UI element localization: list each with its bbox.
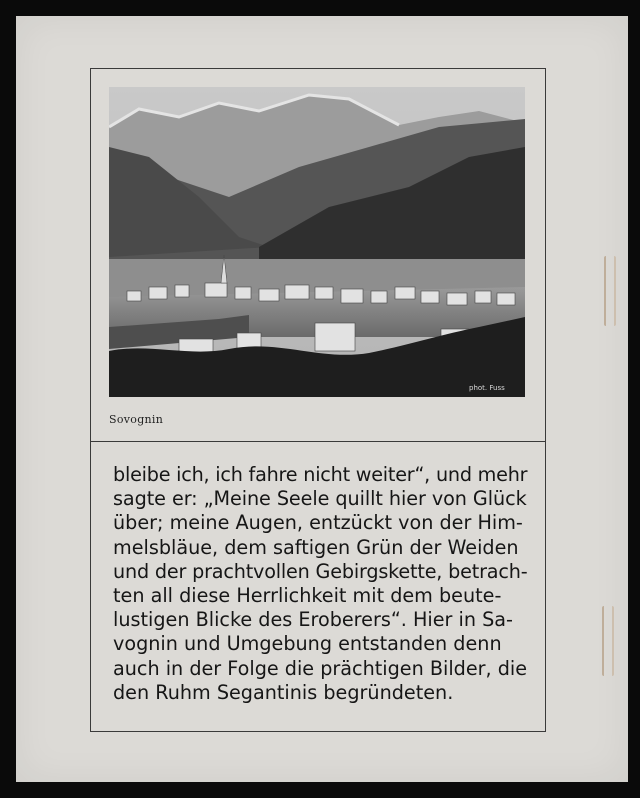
text-line: melsbläue, dem saftigen Grün der Weiden — [113, 535, 519, 559]
photo-credit: phot. Fuss — [469, 384, 505, 392]
binding-stitch — [602, 606, 614, 676]
text-line: und der prachtvollen Gebirgskette, betrach- — [113, 559, 528, 583]
body-text — [113, 463, 527, 705]
book-page — [16, 16, 628, 782]
text-line: vognin und Umgebung entstanden denn — [113, 632, 502, 656]
binding-stitch — [604, 256, 616, 326]
landscape-photo — [109, 87, 525, 397]
text-line: sagte er: „Meine Seele quillt hier von Glück — [113, 487, 527, 511]
text-line: den Ruhm Segantinis begründeten. — [113, 680, 454, 704]
text-line: ten all diese Herrlichkeit mit dem beute- — [113, 584, 502, 608]
photo-caption: Sovognin — [109, 413, 164, 426]
text-line: über; meine Augen, entzückt von der Him- — [113, 511, 523, 535]
divider-line — [91, 441, 545, 442]
village-mountain-illustration — [109, 87, 525, 397]
text-line: auch in der Folge die prächtigen Bilder, die — [113, 656, 528, 680]
page-frame — [90, 68, 546, 732]
text-line: bleibe ich, ich fahre nicht weiter“, und mehr — [113, 463, 528, 486]
text-line: lustigen Blicke des Eroberers“. Hier in Sa- — [113, 608, 513, 632]
